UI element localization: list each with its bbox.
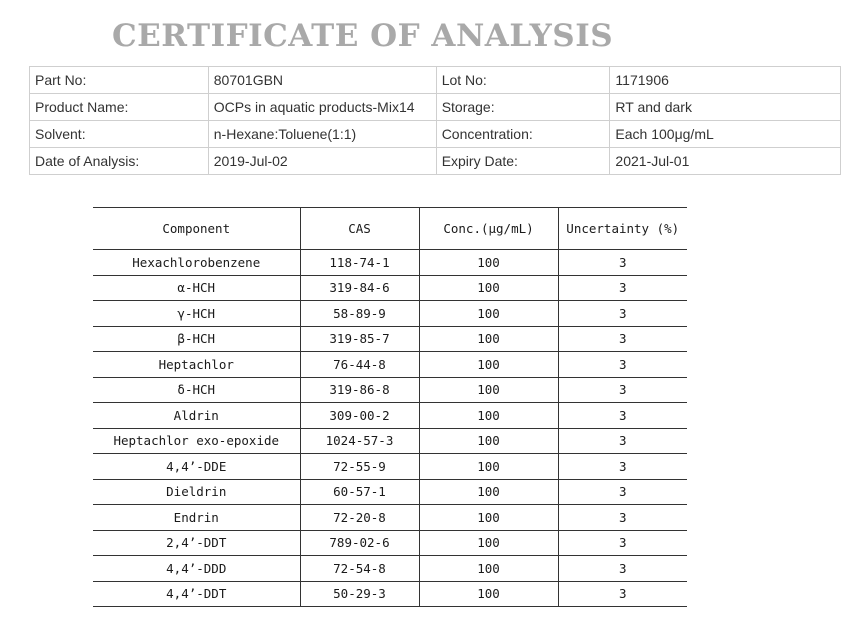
table-row <box>93 301 687 327</box>
component-body <box>93 250 687 607</box>
info-value: OCPs in aquatic products-Mix14 <box>208 94 436 121</box>
concentration-cell: 100 <box>419 479 558 505</box>
uncertainty-cell: 3 <box>558 530 687 556</box>
cas-cell: 118-74-1 <box>300 250 419 276</box>
component-name-cell: Heptachlor <box>93 352 300 378</box>
component-name-cell: 4,4’-DDE <box>93 454 300 480</box>
component-name-cell: 2,4’-DDT <box>93 530 300 556</box>
component-header-row <box>93 208 687 250</box>
concentration-cell: 100 <box>419 581 558 607</box>
uncertainty-cell: 3 <box>558 326 687 352</box>
table-row <box>93 454 687 480</box>
concentration-cell: 100 <box>419 352 558 378</box>
cas-cell: 72-54-8 <box>300 556 419 582</box>
cas-cell: 72-20-8 <box>300 505 419 531</box>
cas-cell: 319-84-6 <box>300 275 419 301</box>
info-label: Part No: <box>30 67 209 94</box>
table-row <box>93 250 687 276</box>
cas-cell: 58-89-9 <box>300 301 419 327</box>
cas-cell: 76-44-8 <box>300 352 419 378</box>
component-name-cell: γ-HCH <box>93 301 300 327</box>
component-name-cell: 4,4’-DDD <box>93 556 300 582</box>
component-table <box>93 207 687 607</box>
concentration-cell: 100 <box>419 275 558 301</box>
uncertainty-cell: 3 <box>558 377 687 403</box>
table-row <box>93 403 687 429</box>
cas-cell: 319-86-8 <box>300 377 419 403</box>
info-value: Each 100μg/mL <box>610 121 841 148</box>
table-row <box>93 556 687 582</box>
component-name-cell: δ-HCH <box>93 377 300 403</box>
component-name-cell: Heptachlor exo-epoxide <box>93 428 300 454</box>
info-row <box>30 94 841 121</box>
table-row <box>93 377 687 403</box>
concentration-cell: 100 <box>419 326 558 352</box>
concentration-cell: 100 <box>419 250 558 276</box>
header-concentration: Conc.(μg/mL) <box>419 208 558 250</box>
table-row <box>93 479 687 505</box>
info-label: Concentration: <box>436 121 610 148</box>
component-name-cell: 4,4’-DDT <box>93 581 300 607</box>
concentration-cell: 100 <box>419 403 558 429</box>
concentration-cell: 100 <box>419 301 558 327</box>
concentration-cell: 100 <box>419 428 558 454</box>
info-label: Date of Analysis: <box>30 148 209 175</box>
info-label: Expiry Date: <box>436 148 610 175</box>
cas-cell: 72-55-9 <box>300 454 419 480</box>
table-row <box>93 275 687 301</box>
info-label: Solvent: <box>30 121 209 148</box>
uncertainty-cell: 3 <box>558 428 687 454</box>
concentration-cell: 100 <box>419 377 558 403</box>
component-name-cell: Aldrin <box>93 403 300 429</box>
uncertainty-cell: 3 <box>558 352 687 378</box>
info-label: Storage: <box>436 94 610 121</box>
concentration-cell: 100 <box>419 556 558 582</box>
info-row <box>30 121 841 148</box>
table-row <box>93 505 687 531</box>
component-name-cell: β-HCH <box>93 326 300 352</box>
cas-cell: 789-02-6 <box>300 530 419 556</box>
table-row <box>93 530 687 556</box>
cas-cell: 1024-57-3 <box>300 428 419 454</box>
uncertainty-cell: 3 <box>558 250 687 276</box>
info-label: Product Name: <box>30 94 209 121</box>
cas-cell: 60-57-1 <box>300 479 419 505</box>
header-cas: CAS <box>300 208 419 250</box>
info-row <box>30 148 841 175</box>
cas-cell: 50-29-3 <box>300 581 419 607</box>
document-title: CERTIFICATE OF ANALYSIS <box>112 18 614 54</box>
uncertainty-cell: 3 <box>558 454 687 480</box>
header-uncertainty: Uncertainty (%) <box>558 208 687 250</box>
info-label: Lot No: <box>436 67 610 94</box>
concentration-cell: 100 <box>419 530 558 556</box>
info-value: 1171906 <box>610 67 841 94</box>
component-name-cell: Dieldrin <box>93 479 300 505</box>
uncertainty-cell: 3 <box>558 581 687 607</box>
component-name-cell: α-HCH <box>93 275 300 301</box>
product-info-body <box>30 67 841 175</box>
table-row <box>93 581 687 607</box>
info-value: 80701GBN <box>208 67 436 94</box>
uncertainty-cell: 3 <box>558 403 687 429</box>
product-info-table <box>29 66 841 175</box>
concentration-cell: 100 <box>419 454 558 480</box>
uncertainty-cell: 3 <box>558 301 687 327</box>
header-component: Component <box>93 208 300 250</box>
cas-cell: 319-85-7 <box>300 326 419 352</box>
cas-cell: 309-00-2 <box>300 403 419 429</box>
info-value: n-Hexane:Toluene(1:1) <box>208 121 436 148</box>
table-row <box>93 352 687 378</box>
table-row <box>93 326 687 352</box>
info-value: 2019-Jul-02 <box>208 148 436 175</box>
uncertainty-cell: 3 <box>558 505 687 531</box>
info-value: RT and dark <box>610 94 841 121</box>
concentration-cell: 100 <box>419 505 558 531</box>
component-name-cell: Hexachlorobenzene <box>93 250 300 276</box>
uncertainty-cell: 3 <box>558 556 687 582</box>
component-name-cell: Endrin <box>93 505 300 531</box>
info-row <box>30 67 841 94</box>
uncertainty-cell: 3 <box>558 479 687 505</box>
table-row <box>93 428 687 454</box>
uncertainty-cell: 3 <box>558 275 687 301</box>
info-value: 2021-Jul-01 <box>610 148 841 175</box>
